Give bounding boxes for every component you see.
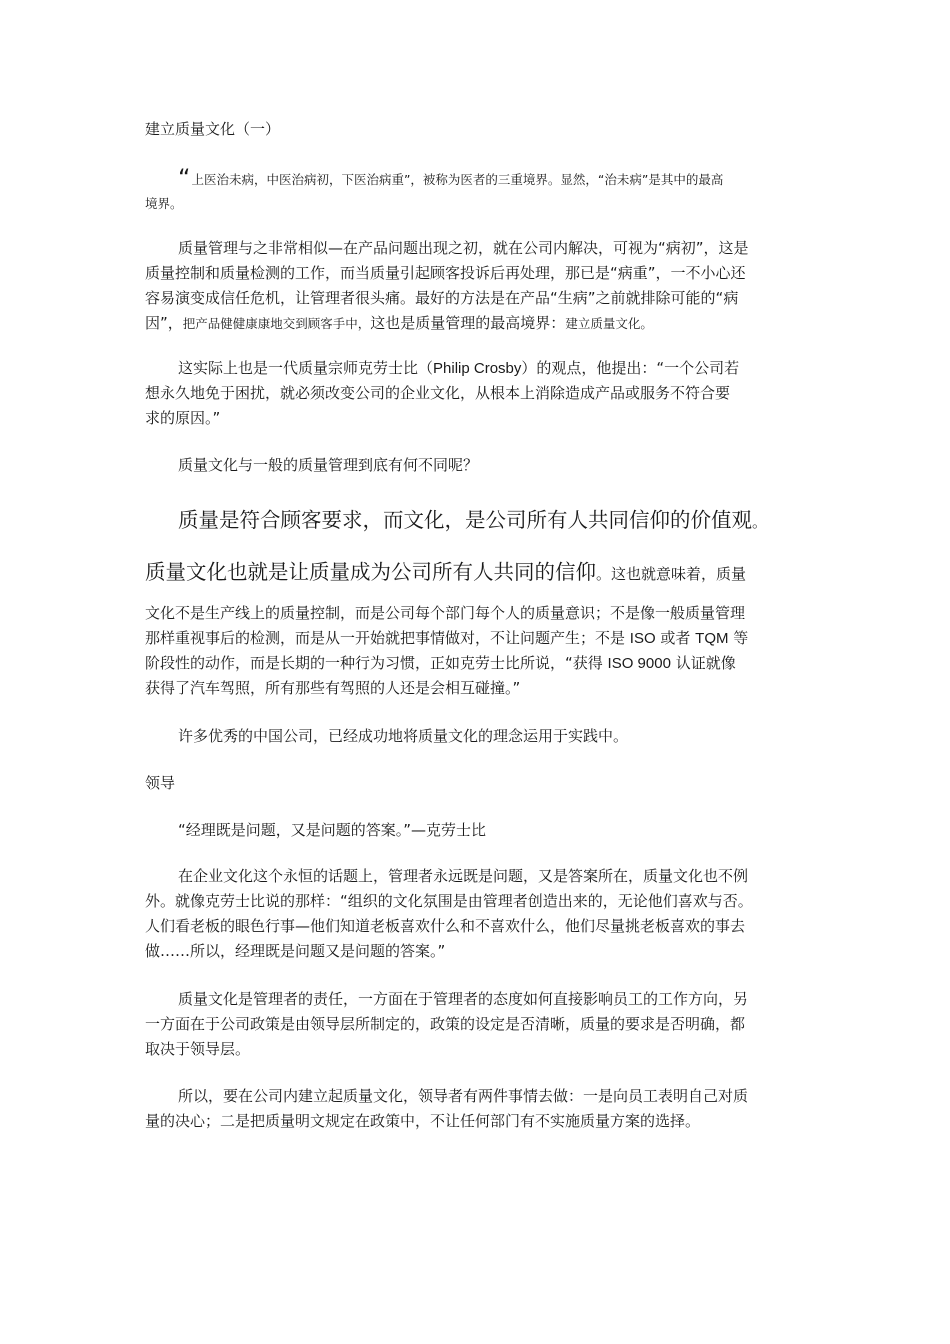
paragraph-6: 许多优秀的中国公司，已经成功地将质量文化的理念运用于实践中。 xyxy=(178,727,629,745)
paragraph-1-text: 上医治未病，中医治病初，下医治病重”，被称为医者的三重境界。显然，“治未病”是其中的最高 xyxy=(191,172,724,187)
paragraph-4: 质量文化与一般的质量管理到底有何不同呢？ xyxy=(178,456,479,474)
paragraph-8-line-4: 做……所以，经理既是问题又是问题的答案。” xyxy=(145,942,446,960)
paragraph-3-line-3: 求的原因。” xyxy=(145,409,221,427)
paragraph-8-line-2: 外。就像克劳士比说的那样：“组织的文化氛围是由管理者创造出来的，无论他们喜欢与否。 xyxy=(145,892,753,910)
paragraph-5-seg-b: 或者 xyxy=(655,629,696,647)
paragraph-2-line-3: 容易演变成信任危机，让管理者很头痛。最好的方法是在产品“生病”之前就排除可能的“病 xyxy=(145,289,739,307)
paragraph-5-seg-a: 那样重视事后的检测，而是从一开始就把事情做对，不让问题产生；不是 xyxy=(145,629,630,647)
paragraph-5-seg-d: 阶段性的动作，而是长期的一种行为习惯，正如克劳士比所说，“获得 xyxy=(145,654,608,672)
big-statement-1: 质量是符合顾客要求，而文化，是公司所有人共同信仰的价值观 xyxy=(178,508,752,532)
paragraph-5-big-line-1 xyxy=(178,506,767,536)
paragraph-10-line-2: 量的决心；二是把质量明文规定在政策中，不让任何部门有不实施质量方案的选择。 xyxy=(145,1112,701,1130)
paragraph-5-line-4 xyxy=(145,628,748,649)
paragraph-2-line-4 xyxy=(145,313,653,334)
paragraph-5-line-6: 获得了汽车驾照，所有那些有驾照的人还是会相互碰撞。” xyxy=(145,679,521,697)
big-statement-1-end: 。 xyxy=(752,513,768,531)
paragraph-9-line-2: 一方面在于公司政策是由领导层所制定的，政策的设定是否清晰，质量的要求是否明确，都 xyxy=(145,1015,746,1033)
paragraph-5-line-3: 文化不是生产线上的质量控制，而是公司每个部门每个人的质量意识；不是像一般质量管理 xyxy=(145,604,746,622)
paragraph-1-line-2: 境界。 xyxy=(145,196,183,211)
iso9000-term: ISO 9000 xyxy=(607,655,671,672)
paragraph-1-line-1 xyxy=(178,164,724,192)
section-heading-leader: 领导 xyxy=(145,774,176,792)
paragraph-5-seg-e: 认证就像 xyxy=(670,654,736,672)
paragraph-10-line-1: 所以，要在公司内建立起质量文化，领导者有两件事情去做：一是向员工表明自己对质 xyxy=(178,1087,749,1105)
paragraph-3-line-2: 想永久地免于困扰，就必须改变公司的企业文化，从根本上消除造成产品或服务不符合要 xyxy=(145,384,731,402)
paragraph-5-line-5 xyxy=(145,653,736,674)
paragraph-2-line-2: 质量控制和质量检测的工作，而当质量引起顾客投诉后再处理，那已是“病重”，一不小心还 xyxy=(145,264,746,282)
paragraph-3-seg-a: 这实际上也是一代质量宗师克劳士比（ xyxy=(178,359,434,377)
paragraph-2-line-1: 质量管理与之非常相似—在产品问题出现之初，就在公司内解决，可视为“病初”，这是 xyxy=(178,239,749,257)
paragraph-5-big-line-2 xyxy=(145,558,746,588)
paragraph-7-quote: “经理既是问题，又是问题的答案。”—克劳士比 xyxy=(178,821,487,839)
paragraph-8-line-1: 在企业文化这个永恒的话题上，管理者永远既是问题，又是答案所在，质量文化也不例 xyxy=(178,867,749,885)
person-name: Philip Crosby xyxy=(433,360,522,377)
paragraph-3-line-1 xyxy=(178,358,739,379)
doc-title: 建立质量文化（一） xyxy=(145,120,281,138)
paragraph-2-seg-b: 把产品健健康康地交到顾客手中， xyxy=(182,316,371,331)
tqm-term: TQM xyxy=(695,630,729,647)
paragraph-5-seg-c: 等 xyxy=(728,629,749,647)
big-statement-2-end: 。这也就意味着，质量 xyxy=(596,565,747,583)
quote-mark: “ xyxy=(178,164,191,192)
paragraph-2-seg-a: 因”， xyxy=(145,314,183,332)
paragraph-3-seg-b: ）的观点，他提出：“一个公司若 xyxy=(521,359,740,377)
big-statement-2: 质量文化也就是让质量成为公司所有人共同的信仰 xyxy=(145,560,596,584)
paragraph-8-line-3: 人们看老板的眼色行事—他们知道老板喜欢什么和不喜欢什么，他们尽量挑老板喜欢的事去 xyxy=(145,917,746,935)
paragraph-9-line-3: 取决于领导层。 xyxy=(145,1040,251,1058)
paragraph-9-line-1: 质量文化是管理者的责任，一方面在于管理者的态度如何直接影响员工的工作方向，另 xyxy=(178,990,749,1008)
paragraph-2-seg-c: 这也是质量管理的最高境界： xyxy=(370,314,566,332)
iso-term: ISO xyxy=(629,630,656,647)
paragraph-2-seg-d: 建立质量文化。 xyxy=(565,316,653,331)
